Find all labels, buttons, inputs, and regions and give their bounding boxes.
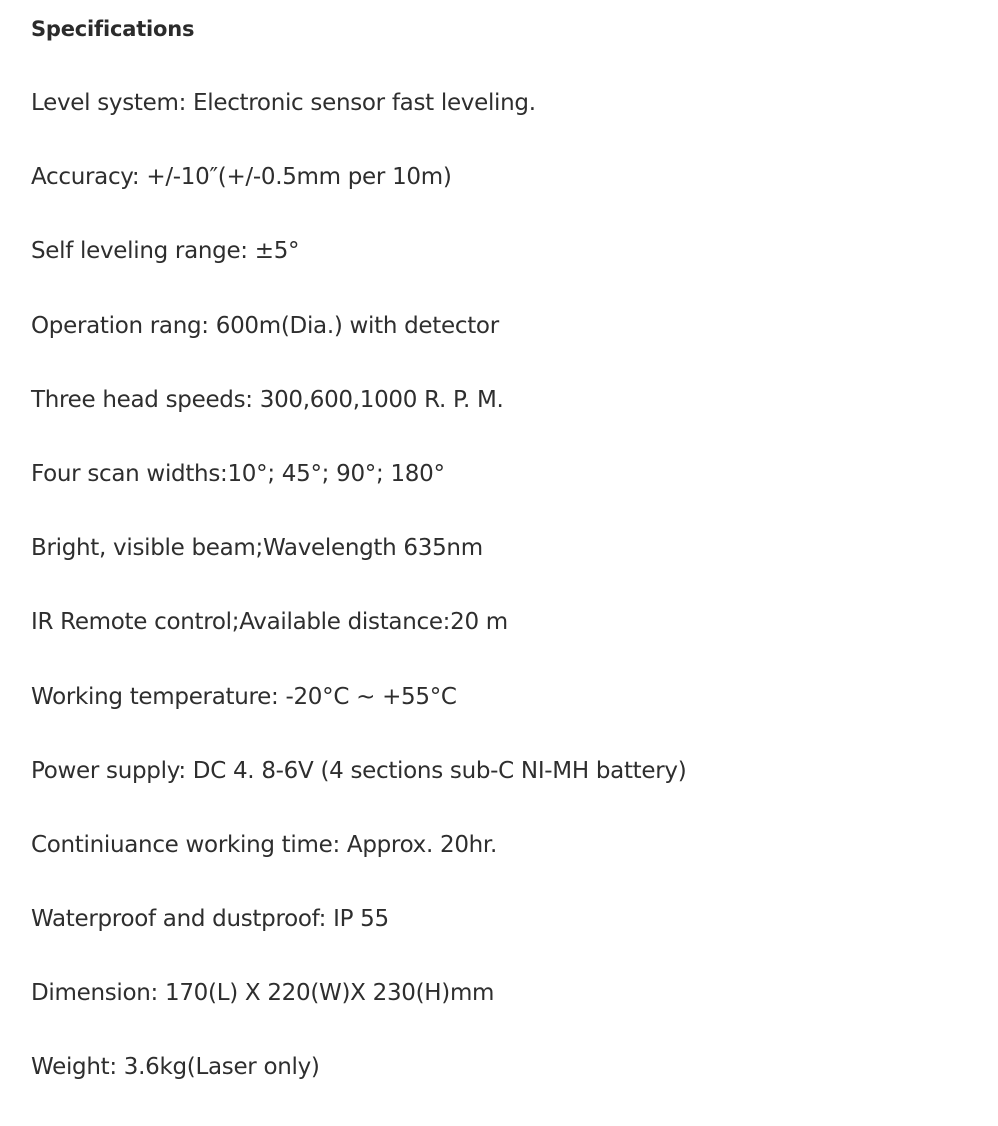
spec-item-remote-control: IR Remote control;Available distance:20 m: [31, 609, 508, 636]
spec-list: [31, 87, 686, 1126]
spec-item-operation-range: Operation rang: 600m(Dia.) with detector: [31, 312, 499, 339]
spec-item-beam: Bright, visible beam;Wavelength 635nm: [31, 535, 483, 562]
section-title: Specifications: [31, 17, 195, 41]
spec-item-waterproof: Waterproof and dustproof: IP 55: [31, 906, 389, 933]
spec-item-dimension: Dimension: 170(L) X 220(W)X 230(H)mm: [31, 980, 495, 1007]
spec-item-working-temperature: Working temperature: -20°C ~ +55°C: [31, 683, 457, 710]
spec-item-working-time: Continiuance working time: Approx. 20hr.: [31, 831, 497, 858]
spec-item-power-supply: Power supply: DC 4. 8-6V (4 sections sub-C NI-MH battery): [31, 757, 687, 784]
spec-item-self-leveling-range: Self leveling range: ±5°: [31, 238, 300, 265]
spec-item-weight: Weight: 3.6kg(Laser only): [31, 1054, 320, 1081]
spec-item-level-system: Level system: Electronic sensor fast leveling.: [31, 90, 536, 116]
spec-item-accuracy: Accuracy: +/-10″(+/-0.5mm per 10m): [31, 164, 452, 191]
spec-item-scan-widths: Four scan widths:10°; 45°; 90°; 180°: [31, 460, 445, 487]
spec-item-head-speeds: Three head speeds: 300,600,1000 R. P. M.: [31, 386, 504, 413]
